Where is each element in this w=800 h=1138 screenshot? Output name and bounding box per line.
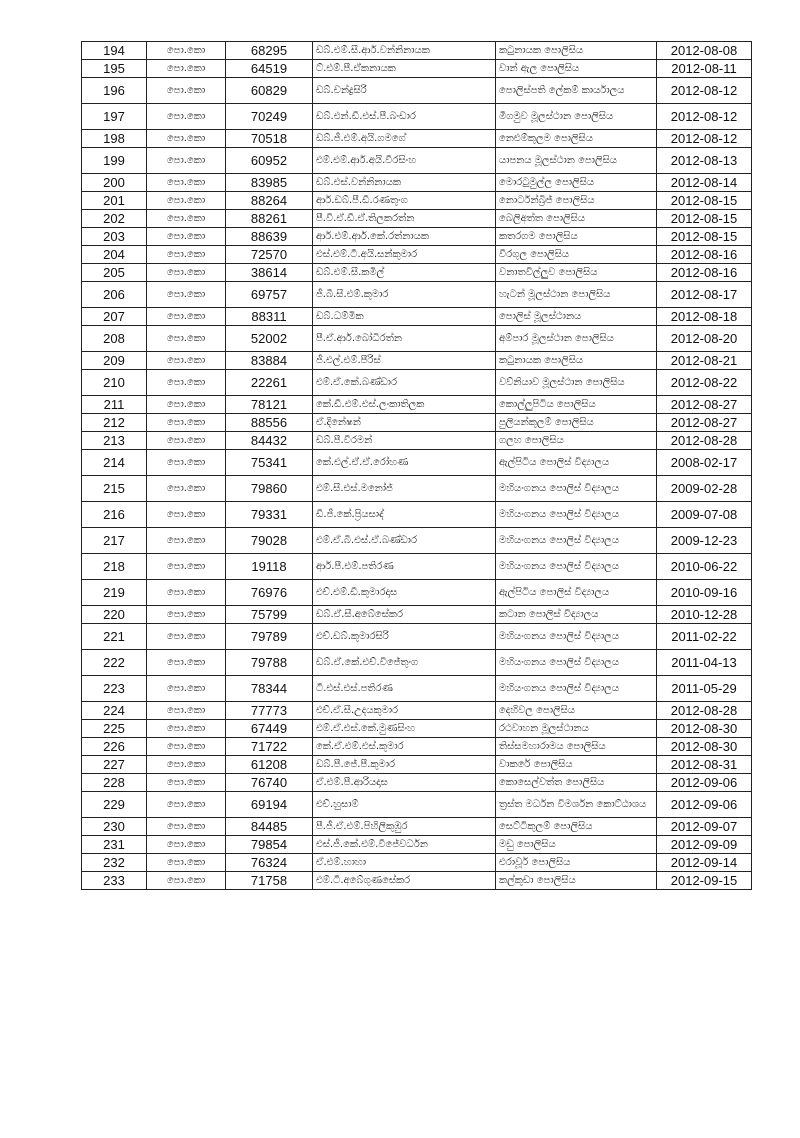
table-row bbox=[82, 104, 752, 130]
officer-name: ඩබ්.චන්ද්‍රසිරි bbox=[313, 78, 496, 104]
table-row bbox=[82, 676, 752, 702]
row-number: 203 bbox=[82, 228, 147, 246]
table-row bbox=[82, 396, 752, 414]
registration-number: 75341 bbox=[226, 450, 313, 476]
row-number: 220 bbox=[82, 606, 147, 624]
station-name: මීගමුව මූලස්ථාන පොලිසිය bbox=[496, 104, 657, 130]
table-row bbox=[82, 78, 752, 104]
transfer-date: 2012-08-27 bbox=[657, 396, 752, 414]
station-name: ඇල්පිටිය පොලිස් විද්‍යාලය bbox=[496, 580, 657, 606]
row-number: 232 bbox=[82, 854, 147, 872]
officer-name: ඒ.එම්.හාහා bbox=[313, 854, 496, 872]
officer-name: ඩබ්.ධම්මික bbox=[313, 308, 496, 326]
transfer-date: 2012-08-22 bbox=[657, 370, 752, 396]
row-number: 211 bbox=[82, 396, 147, 414]
station-name: දෙහිවල පොලිසිය bbox=[496, 702, 657, 720]
table-row bbox=[82, 246, 752, 264]
registration-number: 77773 bbox=[226, 702, 313, 720]
officer-name: ඒ.දිනේෂන් bbox=[313, 414, 496, 432]
rank-cell: පො.කො bbox=[147, 624, 226, 650]
personnel-table bbox=[81, 41, 752, 890]
transfer-date: 2012-08-27 bbox=[657, 414, 752, 432]
row-number: 233 bbox=[82, 872, 147, 890]
transfer-date: 2009-02-28 bbox=[657, 476, 752, 502]
rank-cell: පො.කො bbox=[147, 756, 226, 774]
row-number: 231 bbox=[82, 836, 147, 854]
row-number: 212 bbox=[82, 414, 147, 432]
rank-cell: පො.කො bbox=[147, 60, 226, 78]
table-row bbox=[82, 720, 752, 738]
rank-cell: පො.කො bbox=[147, 854, 226, 872]
station-name: මහියංගනය පොලිස් විද්‍යාලය bbox=[496, 624, 657, 650]
rank-cell: පො.කො bbox=[147, 450, 226, 476]
table-row bbox=[82, 148, 752, 174]
transfer-date: 2012-08-21 bbox=[657, 352, 752, 370]
registration-number: 60829 bbox=[226, 78, 313, 104]
row-number: 226 bbox=[82, 738, 147, 756]
officer-name: ට්.එම්.පී.ඒකනායක bbox=[313, 60, 496, 78]
table-row bbox=[82, 326, 752, 352]
rank-cell: පො.කො bbox=[147, 738, 226, 756]
transfer-date: 2012-08-16 bbox=[657, 264, 752, 282]
table-row bbox=[82, 624, 752, 650]
transfer-date: 2012-09-07 bbox=[657, 818, 752, 836]
table-row bbox=[82, 192, 752, 210]
officer-name: පී.ජී.ඒ.එම්.පිහිලිකුඹුර bbox=[313, 818, 496, 836]
station-name: පොලිස් මූලස්ථානය bbox=[496, 308, 657, 326]
registration-number: 79028 bbox=[226, 528, 313, 554]
station-name: කටාන පොලිස් විද්‍යාලය bbox=[496, 606, 657, 624]
registration-number: 75799 bbox=[226, 606, 313, 624]
row-number: 195 bbox=[82, 60, 147, 78]
table-row bbox=[82, 854, 752, 872]
row-number: 218 bbox=[82, 554, 147, 580]
station-name: මඩු පොලිසිය bbox=[496, 836, 657, 854]
rank-cell: පො.කො bbox=[147, 264, 226, 282]
station-name: සෙට්ටිකුලම් පොලිසිය bbox=[496, 818, 657, 836]
table-row bbox=[82, 792, 752, 818]
station-name: පුලියන්කුලම් පොලිසිය bbox=[496, 414, 657, 432]
registration-number: 69194 bbox=[226, 792, 313, 818]
table-row bbox=[82, 554, 752, 580]
station-name: නොර්ටන්බ්‍රිජ් පොලිසිය bbox=[496, 192, 657, 210]
officer-name: එම්.සී.එස්.මනෝජ් bbox=[313, 476, 496, 502]
rank-cell: පො.කො bbox=[147, 352, 226, 370]
station-name: මහියංගනය පොලිස් විද්‍යාලය bbox=[496, 502, 657, 528]
row-number: 224 bbox=[82, 702, 147, 720]
transfer-date: 2012-08-28 bbox=[657, 432, 752, 450]
row-number: 204 bbox=[82, 246, 147, 264]
table-row bbox=[82, 476, 752, 502]
rank-cell: පො.කො bbox=[147, 836, 226, 854]
rank-cell: පො.කො bbox=[147, 432, 226, 450]
station-name: ගලහ පොලිසිය bbox=[496, 432, 657, 450]
rank-cell: පො.කො bbox=[147, 720, 226, 738]
officer-name: එම්.එම්.ආර්.අයි.වීරසිංහ bbox=[313, 148, 496, 174]
rank-cell: පො.කො bbox=[147, 210, 226, 228]
station-name: මහියංගනය පොලිස් විද්‍යාලය bbox=[496, 650, 657, 676]
officer-name: එම්.ඒ.බී.එස්.ඒ.බණ්ඩාර bbox=[313, 528, 496, 554]
table-row bbox=[82, 42, 752, 60]
station-name: වීරගුල පොලිසිය bbox=[496, 246, 657, 264]
registration-number: 88556 bbox=[226, 414, 313, 432]
registration-number: 88639 bbox=[226, 228, 313, 246]
station-name: පොලිස්පති ලේකම් කාර්යාලය bbox=[496, 78, 657, 104]
registration-number: 78344 bbox=[226, 676, 313, 702]
officer-name: ඩබ්.ඒ.සී.අබේසේකර bbox=[313, 606, 496, 624]
table-row bbox=[82, 228, 752, 246]
row-number: 209 bbox=[82, 352, 147, 370]
transfer-date: 2012-08-15 bbox=[657, 228, 752, 246]
transfer-date: 2012-09-14 bbox=[657, 854, 752, 872]
rank-cell: පො.කො bbox=[147, 872, 226, 890]
registration-number: 83985 bbox=[226, 174, 313, 192]
registration-number: 79789 bbox=[226, 624, 313, 650]
row-number: 217 bbox=[82, 528, 147, 554]
registration-number: 88261 bbox=[226, 210, 313, 228]
row-number: 228 bbox=[82, 774, 147, 792]
table-row bbox=[82, 872, 752, 890]
rank-cell: පො.කො bbox=[147, 192, 226, 210]
officer-name: ආර්.එම්.ආර්.කේ.රත්නායක bbox=[313, 228, 496, 246]
row-number: 207 bbox=[82, 308, 147, 326]
station-name: රථවාහන මූලස්ථානය bbox=[496, 720, 657, 738]
registration-number: 76324 bbox=[226, 854, 313, 872]
transfer-date: 2011-04-13 bbox=[657, 650, 752, 676]
station-name: මහියංගනය පොලිස් විද්‍යාලය bbox=[496, 528, 657, 554]
row-number: 225 bbox=[82, 720, 147, 738]
registration-number: 69757 bbox=[226, 282, 313, 308]
officer-name: ඩබ්.එස්.වන්නිනායක bbox=[313, 174, 496, 192]
officer-name: කේ.ඒ.එම්.එස්.කුමාර bbox=[313, 738, 496, 756]
transfer-date: 2012-09-06 bbox=[657, 792, 752, 818]
transfer-date: 2010-09-16 bbox=[657, 580, 752, 606]
registration-number: 38614 bbox=[226, 264, 313, 282]
table-row bbox=[82, 352, 752, 370]
row-number: 222 bbox=[82, 650, 147, 676]
row-number: 214 bbox=[82, 450, 147, 476]
station-name: කතරගම පොලිසිය bbox=[496, 228, 657, 246]
registration-number: 68295 bbox=[226, 42, 313, 60]
station-name: නෙළුම්කුලම පොලිසිය bbox=[496, 130, 657, 148]
transfer-date: 2012-08-12 bbox=[657, 130, 752, 148]
transfer-date: 2012-08-31 bbox=[657, 756, 752, 774]
rank-cell: පො.කො bbox=[147, 308, 226, 326]
registration-number: 79854 bbox=[226, 836, 313, 854]
officer-name: ඩබ්.පී.ජේ.පී.කුමාර bbox=[313, 756, 496, 774]
station-name: කටුනායක පොලිසිය bbox=[496, 42, 657, 60]
officer-name: එම්.ඒ.කේ.බණ්ඩාර bbox=[313, 370, 496, 396]
table-row bbox=[82, 450, 752, 476]
registration-number: 19118 bbox=[226, 554, 313, 580]
table-row bbox=[82, 308, 752, 326]
rank-cell: පො.කො bbox=[147, 606, 226, 624]
registration-number: 79788 bbox=[226, 650, 313, 676]
officer-name: කේ.එල්.ඒ.ඒ.රෝහණ bbox=[313, 450, 496, 476]
registration-number: 79860 bbox=[226, 476, 313, 502]
transfer-date: 2012-09-06 bbox=[657, 774, 752, 792]
station-name: ඇල්පිටිය පොලිස් විද්‍යාලය bbox=[496, 450, 657, 476]
registration-number: 52002 bbox=[226, 326, 313, 352]
row-number: 219 bbox=[82, 580, 147, 606]
officer-name: ඩබ්.පී.වීරමන් bbox=[313, 432, 496, 450]
registration-number: 88311 bbox=[226, 308, 313, 326]
transfer-date: 2012-09-09 bbox=[657, 836, 752, 854]
station-name: කල්කුඩා පොලිසිය bbox=[496, 872, 657, 890]
registration-number: 70249 bbox=[226, 104, 313, 130]
row-number: 196 bbox=[82, 78, 147, 104]
row-number: 227 bbox=[82, 756, 147, 774]
station-name: වාන් ඇල පොලිසිය bbox=[496, 60, 657, 78]
row-number: 197 bbox=[82, 104, 147, 130]
rank-cell: පො.කො bbox=[147, 174, 226, 192]
registration-number: 60952 bbox=[226, 148, 313, 174]
transfer-date: 2012-08-15 bbox=[657, 210, 752, 228]
table-row bbox=[82, 528, 752, 554]
table-row bbox=[82, 756, 752, 774]
row-number: 200 bbox=[82, 174, 147, 192]
officer-name: එම්.ටී.අබේගුණසේකර bbox=[313, 872, 496, 890]
table-row bbox=[82, 774, 752, 792]
officer-name: එච්.ඩබ්.කුමාරසිරි bbox=[313, 624, 496, 650]
station-name: කොල්ලුපිටිය පොලිසිය bbox=[496, 396, 657, 414]
station-name: වව්නියාව මූලස්ථාන පොලිසිය bbox=[496, 370, 657, 396]
rank-cell: පො.කො bbox=[147, 370, 226, 396]
row-number: 202 bbox=[82, 210, 147, 228]
station-name: ත්‍රස්ත මර්ධන විමර්ශන කොට්ඨාශය bbox=[496, 792, 657, 818]
station-name: මහියංගනය පොලිස් විද්‍යාලය bbox=[496, 476, 657, 502]
officer-name: ටී.එස්.එස්.පතිරණ bbox=[313, 676, 496, 702]
officer-name: ඩී.ජී.කේ.ප්‍රියසාද් bbox=[313, 502, 496, 528]
registration-number: 84432 bbox=[226, 432, 313, 450]
officer-name: ඩබ්.ජී.එම්.අයි.ගමගේ bbox=[313, 130, 496, 148]
table-row bbox=[82, 130, 752, 148]
registration-number: 64519 bbox=[226, 60, 313, 78]
registration-number: 72570 bbox=[226, 246, 313, 264]
officer-name: කේ.ඩී.එම්.එස්.ලංකාතිලක bbox=[313, 396, 496, 414]
registration-number: 61208 bbox=[226, 756, 313, 774]
officer-name: එච්.ඒ.සී.උදයකුමාර bbox=[313, 702, 496, 720]
officer-name: ඩබ්.එම්.සී.ආර්.වන්නිනායක bbox=[313, 42, 496, 60]
rank-cell: පො.කො bbox=[147, 792, 226, 818]
officer-name: ඒ.එම්.පී.ආරියදාස bbox=[313, 774, 496, 792]
station-name: එරාවූර් පොලිසිය bbox=[496, 854, 657, 872]
transfer-date: 2012-08-15 bbox=[657, 192, 752, 210]
rank-cell: පො.කො bbox=[147, 580, 226, 606]
rank-cell: පො.කො bbox=[147, 246, 226, 264]
rank-cell: පො.කො bbox=[147, 282, 226, 308]
rank-cell: පො.කො bbox=[147, 774, 226, 792]
row-number: 205 bbox=[82, 264, 147, 282]
rank-cell: පො.කො bbox=[147, 130, 226, 148]
rank-cell: පො.කො bbox=[147, 502, 226, 528]
table-row bbox=[82, 174, 752, 192]
table-row bbox=[82, 414, 752, 432]
officer-name: ආර්.පී.එම්.පතිරණ bbox=[313, 554, 496, 580]
station-name: වනාතවිල්ලුව පොලිසිය bbox=[496, 264, 657, 282]
row-number: 201 bbox=[82, 192, 147, 210]
transfer-date: 2011-02-22 bbox=[657, 624, 752, 650]
transfer-date: 2012-08-17 bbox=[657, 282, 752, 308]
table-row bbox=[82, 818, 752, 836]
officer-name: ඩබ්.එන්.ඩී.එස්.පී.බංඩාර bbox=[313, 104, 496, 130]
table-row bbox=[82, 370, 752, 396]
transfer-date: 2010-12-28 bbox=[657, 606, 752, 624]
row-number: 199 bbox=[82, 148, 147, 174]
row-number: 230 bbox=[82, 818, 147, 836]
transfer-date: 2012-08-11 bbox=[657, 60, 752, 78]
transfer-date: 2012-08-08 bbox=[657, 42, 752, 60]
table-row bbox=[82, 606, 752, 624]
registration-number: 88264 bbox=[226, 192, 313, 210]
station-name: හැටන් මූලස්ථාන පොලිසිය bbox=[496, 282, 657, 308]
transfer-date: 2012-09-15 bbox=[657, 872, 752, 890]
row-number: 221 bbox=[82, 624, 147, 650]
transfer-date: 2012-08-20 bbox=[657, 326, 752, 352]
registration-number: 84485 bbox=[226, 818, 313, 836]
transfer-date: 2012-08-18 bbox=[657, 308, 752, 326]
station-name: තිස්සමහාරාමය පොලිසිය bbox=[496, 738, 657, 756]
transfer-date: 2008-02-17 bbox=[657, 450, 752, 476]
station-name: කොසෙල්වත්ත පොලිසිය bbox=[496, 774, 657, 792]
station-name: මහියංගනය පොලිස් විද්‍යාලය bbox=[496, 676, 657, 702]
transfer-date: 2012-08-12 bbox=[657, 104, 752, 130]
transfer-date: 2012-08-16 bbox=[657, 246, 752, 264]
registration-number: 70518 bbox=[226, 130, 313, 148]
officer-name: එස්.ජී.කේ.එම්.වීජේවර්ධන bbox=[313, 836, 496, 854]
officer-name: එච්.හුසාම් bbox=[313, 792, 496, 818]
transfer-date: 2012-08-30 bbox=[657, 738, 752, 756]
transfer-date: 2012-08-14 bbox=[657, 174, 752, 192]
transfer-date: 2012-08-30 bbox=[657, 720, 752, 738]
table-row bbox=[82, 264, 752, 282]
rank-cell: පො.කො bbox=[147, 414, 226, 432]
table-row bbox=[82, 432, 752, 450]
rank-cell: පො.කො bbox=[147, 78, 226, 104]
registration-number: 76740 bbox=[226, 774, 313, 792]
registration-number: 71758 bbox=[226, 872, 313, 890]
officer-name: එච්.එම්.ඩී.කුමාරදාස bbox=[313, 580, 496, 606]
registration-number: 76976 bbox=[226, 580, 313, 606]
officer-name: ජී.එල්.එම්.පීරිස් bbox=[313, 352, 496, 370]
officer-name: ඩබ්.එම්.සී.කමිල් bbox=[313, 264, 496, 282]
rank-cell: පො.කො bbox=[147, 702, 226, 720]
table-body bbox=[82, 42, 752, 890]
rank-cell: පො.කො bbox=[147, 528, 226, 554]
station-name: වාකරේ පොලිසිය bbox=[496, 756, 657, 774]
station-name: මහියංගනය පොලිස් විද්‍යාලය bbox=[496, 554, 657, 580]
row-number: 215 bbox=[82, 476, 147, 502]
rank-cell: පො.කො bbox=[147, 476, 226, 502]
row-number: 194 bbox=[82, 42, 147, 60]
rank-cell: පො.කො bbox=[147, 228, 226, 246]
transfer-date: 2011-05-29 bbox=[657, 676, 752, 702]
registration-number: 78121 bbox=[226, 396, 313, 414]
officer-name: පී.වී.ඒ.ඩී.ඒ.තිලකරත්න bbox=[313, 210, 496, 228]
row-number: 229 bbox=[82, 792, 147, 818]
rank-cell: පො.කො bbox=[147, 650, 226, 676]
station-name: කටුනායක පොලිසිය bbox=[496, 352, 657, 370]
officer-name: ජී.බී.සී.එම්.කුමාර bbox=[313, 282, 496, 308]
row-number: 210 bbox=[82, 370, 147, 396]
table-row bbox=[82, 502, 752, 528]
table-row bbox=[82, 282, 752, 308]
table-row bbox=[82, 836, 752, 854]
transfer-date: 2009-12-23 bbox=[657, 528, 752, 554]
rank-cell: පො.කො bbox=[147, 676, 226, 702]
rank-cell: පො.කො bbox=[147, 42, 226, 60]
transfer-date: 2012-08-28 bbox=[657, 702, 752, 720]
registration-number: 71722 bbox=[226, 738, 313, 756]
officer-name: ඩබ්.ඒ.කේ.එච්.විජේතුංග bbox=[313, 650, 496, 676]
rank-cell: පො.කො bbox=[147, 148, 226, 174]
registration-number: 79331 bbox=[226, 502, 313, 528]
registration-number: 67449 bbox=[226, 720, 313, 738]
row-number: 206 bbox=[82, 282, 147, 308]
rank-cell: පො.කො bbox=[147, 554, 226, 580]
station-name: අම්පාර මූලස්ථාන පොලිසිය bbox=[496, 326, 657, 352]
table-row bbox=[82, 60, 752, 78]
table-row bbox=[82, 738, 752, 756]
table-row bbox=[82, 702, 752, 720]
row-number: 213 bbox=[82, 432, 147, 450]
row-number: 198 bbox=[82, 130, 147, 148]
station-name: බෙලිඅත්ත පොලිසිය bbox=[496, 210, 657, 228]
registration-number: 22261 bbox=[226, 370, 313, 396]
rank-cell: පො.කො bbox=[147, 326, 226, 352]
rank-cell: පො.කො bbox=[147, 396, 226, 414]
transfer-date: 2012-08-12 bbox=[657, 78, 752, 104]
rank-cell: පො.කො bbox=[147, 104, 226, 130]
officer-name: ආර්.ඩබ්.පී.ඩී.රණතුංග bbox=[313, 192, 496, 210]
table-row bbox=[82, 650, 752, 676]
transfer-date: 2009-07-08 bbox=[657, 502, 752, 528]
transfer-date: 2012-08-13 bbox=[657, 148, 752, 174]
rank-cell: පො.කො bbox=[147, 818, 226, 836]
table-row bbox=[82, 580, 752, 606]
officer-name: එම්.ඒ.එස්.කේ.මුණසිංහ bbox=[313, 720, 496, 738]
station-name: මොරටුමුල්ල පොලිසිය bbox=[496, 174, 657, 192]
transfer-date: 2010-06-22 bbox=[657, 554, 752, 580]
station-name: යාපනය මූලස්ථාන පොලිසිය bbox=[496, 148, 657, 174]
table-row bbox=[82, 210, 752, 228]
officer-name: පී.ඒ.ආර්.බෝධිරත්න bbox=[313, 326, 496, 352]
row-number: 216 bbox=[82, 502, 147, 528]
row-number: 208 bbox=[82, 326, 147, 352]
row-number: 223 bbox=[82, 676, 147, 702]
registration-number: 83884 bbox=[226, 352, 313, 370]
officer-name: එස්.එම්.ටී.අයි.සන්කුමාර bbox=[313, 246, 496, 264]
